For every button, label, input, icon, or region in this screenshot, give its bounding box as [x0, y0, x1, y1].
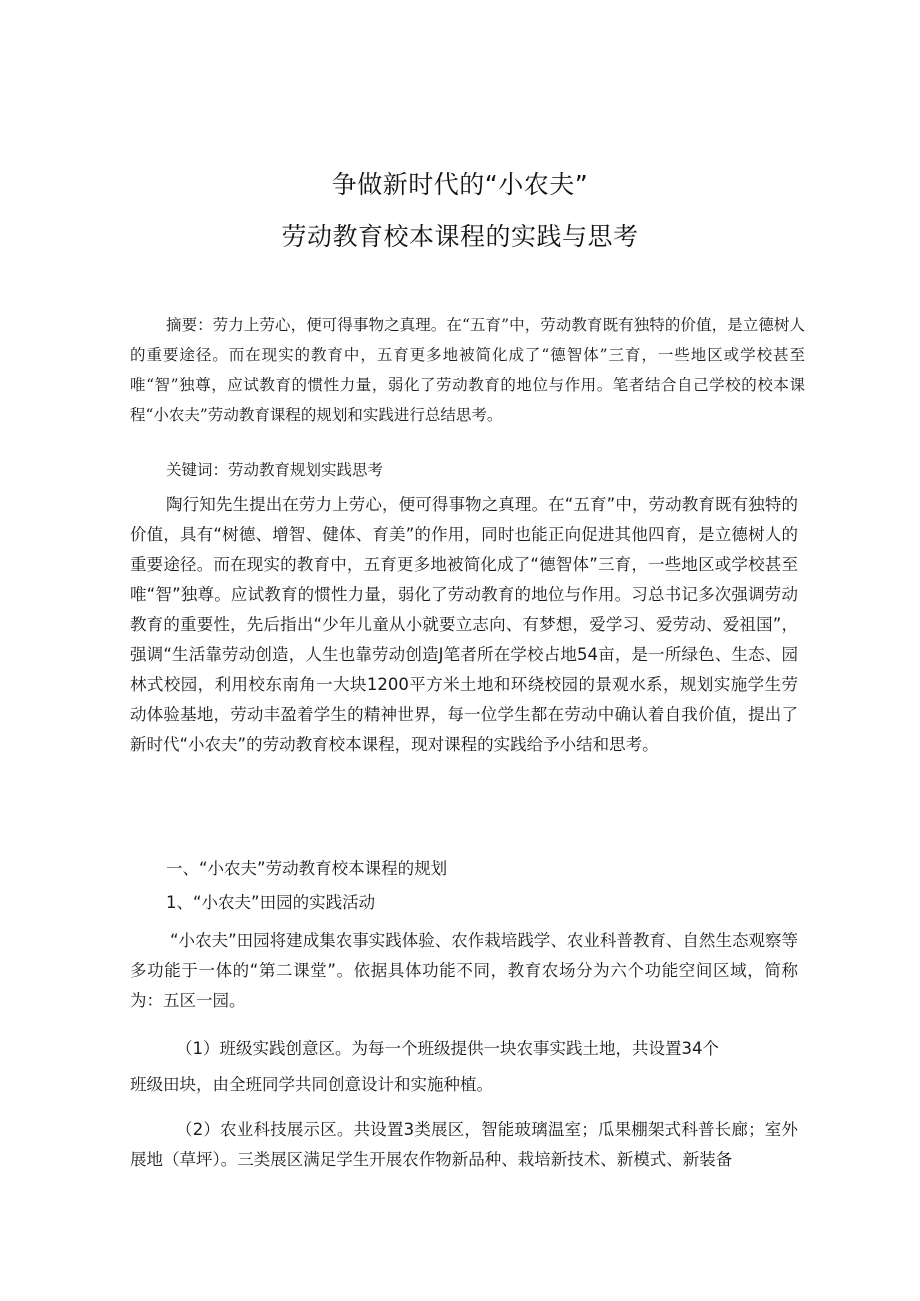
item1-line1: （1）班级实践创意区。为每一个班级提供一块农事实践土地，共设置34个	[176, 1039, 719, 1058]
abstract	[130, 310, 805, 430]
abstract-text: 摘要：劳力上劳心，便可得事物之真理。在“五育”中，劳动教育既有独特的价值，是立德树人的重要途径。而在现实的教育中，五育更多地被简化成了“德智体”三育，一些地区或学校甚至唯“智”独尊，应试教育的惯性力量，弱化了劳动教育的地位与作用。笔者结合自己学校的校本课程“小农夫”劳动教育课程的规划和实践进行总结思考。	[130, 316, 805, 424]
title-line-2: 劳动教育校本课程的实践与思考	[281, 222, 639, 251]
keywords: 关键词：劳动教育规划实践思考	[166, 461, 384, 479]
title-block	[0, 170, 920, 252]
item2-paragraph: （2）农业科技展示区。共设置3类展区，智能玻璃温室；瓜果棚架式科普长廊；室外展地（草坪）。三类展区满足学生开展农作物新品种、栽培新技术、新模式、新装备	[130, 1120, 798, 1169]
item1-line2: 班级田块，由全班同学共同创意设计和实施种植。	[130, 1075, 493, 1094]
title-line-1: 争做新时代的“小农夫”	[331, 170, 589, 199]
subsection-paragraph: “小农夫”田园将建成集农事实践体验、农作栽培践学、农业科普教育、自然生态观察等多功能于一体的“第二课堂”。依据具体功能不同，教育农场分为六个功能空间区域，简称为：五区一园。	[130, 931, 798, 1010]
subsection-heading: 1、“小农夫”田园的实践活动	[166, 893, 376, 912]
intro-paragraph: 陶行知先生提出在劳力上劳心，便可得事物之真理。在“五育”中，劳动教育既有独特的价值，具有“树德、增智、健体、育美”的作用，同时也能正向促进其他四育，是立德树人的重要途径。而在现实的教育中，五育更多地被简化成了“德智体”三育，一些地区或学校甚至唯“智”独尊。应试教育的惯性力量，弱化了劳动教育的地位与作用。习总书记多次强调劳动教育的重要性，先后指出“少年儿童从小就要立志向、有梦想，爱学习、爱劳动、爱祖国”，强调“生活靠劳动创造，人生也靠劳动创造J笔者所在学校占地54亩，是一所绿色、生态、园林式校园，利用校东南角一大块1200平方米土地和环绕校园的景观水系，规划实施学生劳动体验基地，劳动丰盈着学生的精神世界，每一位学生都在劳动中确认着自我价值，提出了新时代“小农夫”的劳动教育校本课程，现对课程的实践给予小结和思考。	[130, 495, 798, 754]
section-heading: 一、“小农夫”劳动教育校本课程的规划	[166, 859, 448, 878]
